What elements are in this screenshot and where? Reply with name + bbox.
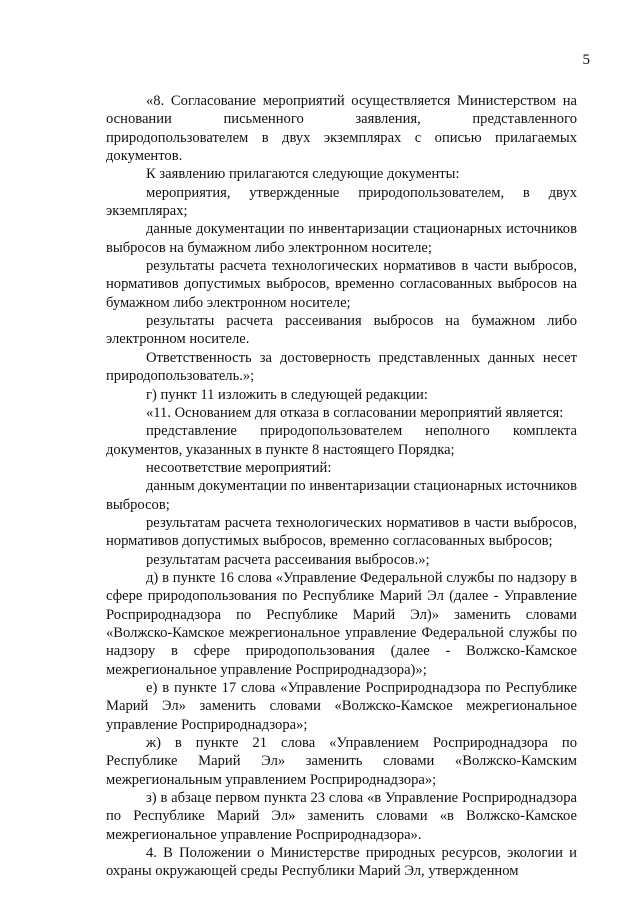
paragraph-mismatch-dispersion: результатам расчета рассеивания выбросов.»; [146, 551, 430, 568]
paragraph-list-inventory-data: данные документации по инвентаризации стационарных источников выбросов на бумажном либо электронном носителе; [106, 221, 577, 256]
paragraph-subitem-zh: ж) в пункте 21 слова «Управлением Росприроднадзора по Республике Марий Эл» заменить словами «Волжско-Камским межрегиональным управлением Росприроднадзора»; [106, 735, 577, 788]
document-body [106, 92, 577, 881]
paragraph-list-dispersion-results: результаты расчета рассеивания выбросов на бумажном либо электронном носителе. [106, 313, 577, 348]
paragraph-list-technological-norms: результаты расчета технологических нормативов в части выбросов, нормативов допустимых выбросов, временно согласованных выбросов на бумажном либо электронном носителе; [106, 258, 577, 311]
paragraph-subitem-e: е) в пункте 17 слова «Управление Росприроднадзора по Республике Марий Эл» заменить словами «Волжско-Камское межрегиональное управление Росприроднадзора»; [106, 680, 577, 733]
paragraph-item-4-regulation: 4. В Положении о Министерстве природных ресурсов, экологии и охраны окружающей среды Республики Марий Эл, утвержденном [106, 845, 577, 880]
page-number: 5 [582, 52, 590, 68]
paragraph-subitem-g: г) пункт 11 изложить в следующей редакции: [146, 386, 428, 403]
paragraph-item-11-refusal: «11. Основанием для отказа в согласовании мероприятий является: [146, 404, 564, 421]
paragraph-incomplete-set: представление природопользователем неполного комплекта документов, указанных в пункте 8 настоящего Порядка; [106, 423, 577, 458]
paragraph-attached-documents-heading: К заявлению прилагаются следующие документы: [146, 166, 460, 183]
paragraph-mismatch: несоответствие мероприятий: [146, 459, 332, 476]
paragraph-list-measures: мероприятия, утвержденные природопользователем, в двух экземплярах; [106, 184, 577, 220]
paragraph-subitem-z: з) в абзаце первом пункта 23 слова «в Управление Росприроднадзора по Республике Марий Эл» заменить словами «в Волжско-Камское межрегиональное управление Росприроднадзора». [106, 790, 577, 843]
paragraph-item-8-approval: «8. Согласование мероприятий осуществляется Министерством на основании письменного заявления, представленного природопользователем в двух экземплярах с описью прилагаемых документов. [106, 93, 577, 165]
paragraph-responsibility: Ответственность за достоверность представленных данных несет природопользователь.»; [106, 349, 577, 385]
paragraph-subitem-d: д) в пункте 16 слова «Управление Федеральной службы по надзору в сфере природопользования по Республике Марий Эл (далее - Управление Росприроднадзора по Республике Марий Эл)» заменить словами «Волжско-Камское межрегиональное управление Федеральной службы по надзору в сфере природопользования (далее - Волжско-Камское межрегиональное управление Росприроднадзора)»; [106, 569, 577, 678]
paragraph-mismatch-inventory: данным документации по инвентаризации стационарных источников выбросов; [106, 478, 577, 513]
paragraph-mismatch-norms: результатам расчета технологических нормативов в части выбросов, нормативов допустимых выбросов, временно согласованных выбросов; [106, 514, 577, 550]
